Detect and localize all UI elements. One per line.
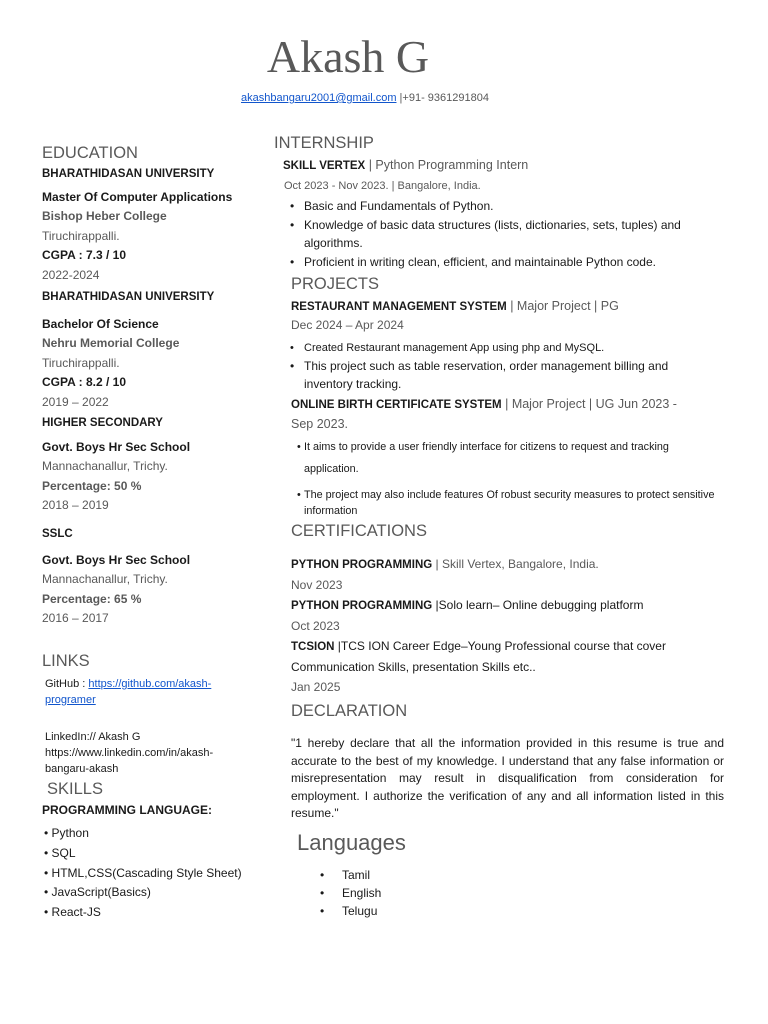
project-1-bullets (284, 339, 714, 393)
education-entry-sslc (42, 525, 262, 629)
project-1-title-line (291, 299, 619, 313)
internship-bullet: • Basic and Fundamentals of Python. (284, 197, 714, 216)
project-2-date: Jun 2023 - (614, 397, 677, 411)
internship-company: SKILL VERTEX (283, 160, 366, 172)
linkedin-url[interactable]: https://www.linkedin.com/in/akash- (45, 747, 214, 759)
github-link-block (45, 676, 255, 708)
school-name: Govt. Boys Hr Sec School (42, 439, 191, 454)
university-name: BHARATHIDASAN UNIVERSITY (42, 291, 215, 303)
college-name: Bishop Heber College (42, 209, 167, 223)
links-heading: LINKS (42, 652, 90, 670)
years: 2022-2024 (42, 267, 100, 282)
project-bullet: • The project may also include features Of robust security measures to protect sensitive information (297, 489, 715, 517)
college-city: Tiruchirappalli. (42, 355, 120, 370)
certifications-list (291, 554, 731, 697)
internship-date: Oct 2023 - Nov 2023. | Bangalore, India. (284, 180, 481, 192)
skills-list (44, 824, 274, 923)
skill-item: • HTML,CSS(Cascading Style Sheet) (44, 865, 242, 880)
projects-heading: PROJECTS (291, 275, 380, 293)
skills-heading: SKILLS (47, 780, 103, 798)
education-entry-bsc (42, 288, 262, 412)
linkedin-block (45, 729, 255, 777)
certification-3: TCSION |TCS ION Career Edge–Young Professional course that cover (291, 639, 666, 653)
certifications-heading: CERTIFICATIONS (291, 522, 427, 540)
linkedin-label: LinkedIn:// Akash G (45, 731, 141, 743)
college-city: Tiruchirappalli. (42, 228, 120, 243)
certification-1-date: Nov 2023 (291, 578, 343, 592)
linkedin-url-cont[interactable]: bangaru-akash (45, 763, 119, 775)
candidate-name: Akash G (266, 31, 430, 82)
certification-3-desc: Communication Skills, presentation Skills etc.. (291, 660, 536, 674)
internship-bullets (284, 197, 714, 271)
phone-number: |+91- 9361291804 (396, 92, 489, 104)
skill-item: • SQL (44, 845, 76, 860)
certification-3-date: Jan 2025 (291, 680, 341, 694)
declaration-text: "1 hereby declare that all the information provided in this resume is true and accurate to the best of my knowledge. I understand that any false information or misrepresentation may result in disqualification from consideration for employment. I authorize the verification of any and all information listed in this resume." (291, 736, 724, 820)
declaration-heading: DECLARATION (291, 702, 408, 720)
school-level: HIGHER SECONDARY (42, 417, 163, 429)
score: CGPA : 7.3 / 10 (42, 248, 127, 262)
github-url[interactable]: https://github.com/akash- programer (45, 678, 212, 706)
programming-language-label: PROGRAMMING LANGUAGE: (42, 803, 213, 817)
score: Percentage: 65 % (42, 591, 142, 606)
internship-company-line (283, 158, 528, 172)
education-entry-hsc (42, 414, 262, 516)
internship-heading: INTERNSHIP (274, 134, 374, 152)
certification-1: PYTHON PROGRAMMING | Skill Vertex, Bangalore, India. (291, 557, 599, 571)
school-city: Mannachanallur, Trichy. (42, 572, 168, 586)
language-item: • English (320, 886, 382, 900)
project-bullet: • Created Restaurant management App using php and MySQL. (284, 339, 714, 357)
years: 2019 – 2022 (42, 394, 109, 409)
project-1-meta: | Major Project | PG (506, 299, 619, 313)
education-entry-mca (42, 165, 262, 285)
language-item: • Tamil (320, 868, 371, 882)
skill-item: • Python (44, 826, 89, 840)
internship-bullet: • Proficient in writing clean, efficient, and maintainable Python code. (284, 253, 714, 272)
language-item: • Telugu (320, 904, 378, 918)
school-city: Mannachanallur, Trichy. (42, 459, 168, 473)
degree-name: Master Of Computer Applications (42, 189, 233, 204)
project-bullet: • It aims to provide a user friendly interface for citizens to request and tracking application. (297, 441, 669, 475)
skill-item: • React-JS (44, 905, 101, 920)
project-bullet: • This project such as table reservation, order management billing and inventory tracking. (284, 357, 714, 393)
internship-bullet: • Knowledge of basic data structures (lists, dictionaries, sets, tuples) and algorithms. (284, 216, 714, 253)
school-level: SSLC (42, 528, 73, 540)
degree-name: Bachelor Of Science (42, 316, 159, 331)
contact-line (0, 92, 730, 104)
years: 2018 – 2019 (42, 498, 109, 512)
college-name: Nehru Memorial College (42, 336, 180, 350)
score: Percentage: 50 % (42, 478, 142, 493)
school-name: Govt. Boys Hr Sec School (42, 552, 191, 567)
years: 2016 – 2017 (42, 611, 109, 625)
university-name: BHARATHIDASAN UNIVERSITY (42, 168, 215, 180)
github-label: GitHub : (45, 678, 89, 690)
certification-2-date: Oct 2023 (291, 619, 340, 633)
project-2-title-line (291, 395, 721, 434)
project-2-bullets (297, 436, 717, 519)
certification-2: PYTHON PROGRAMMING |Solo learn– Online debugging platform (291, 598, 644, 612)
education-heading: EDUCATION (42, 144, 138, 162)
languages-heading: Languages (297, 830, 406, 855)
languages-list (320, 866, 381, 920)
project-1-date: Dec 2024 – Apr 2024 (291, 318, 404, 332)
project-2-date-cont: Sep 2023. (291, 417, 348, 431)
score: CGPA : 8.2 / 10 (42, 375, 127, 389)
project-1-name: RESTAURANT MANAGEMENT SYSTEM (291, 301, 507, 313)
skill-item: • JavaScript(Basics) (44, 885, 151, 900)
project-2-name: ONLINE BIRTH CERTIFICATE SYSTEM (291, 399, 502, 411)
internship-role: | Python Programming Intern (365, 158, 529, 172)
project-2-meta: | Major Project | UG (501, 397, 615, 411)
email-link[interactable]: akashbangaru2001@gmail.com (241, 92, 397, 104)
